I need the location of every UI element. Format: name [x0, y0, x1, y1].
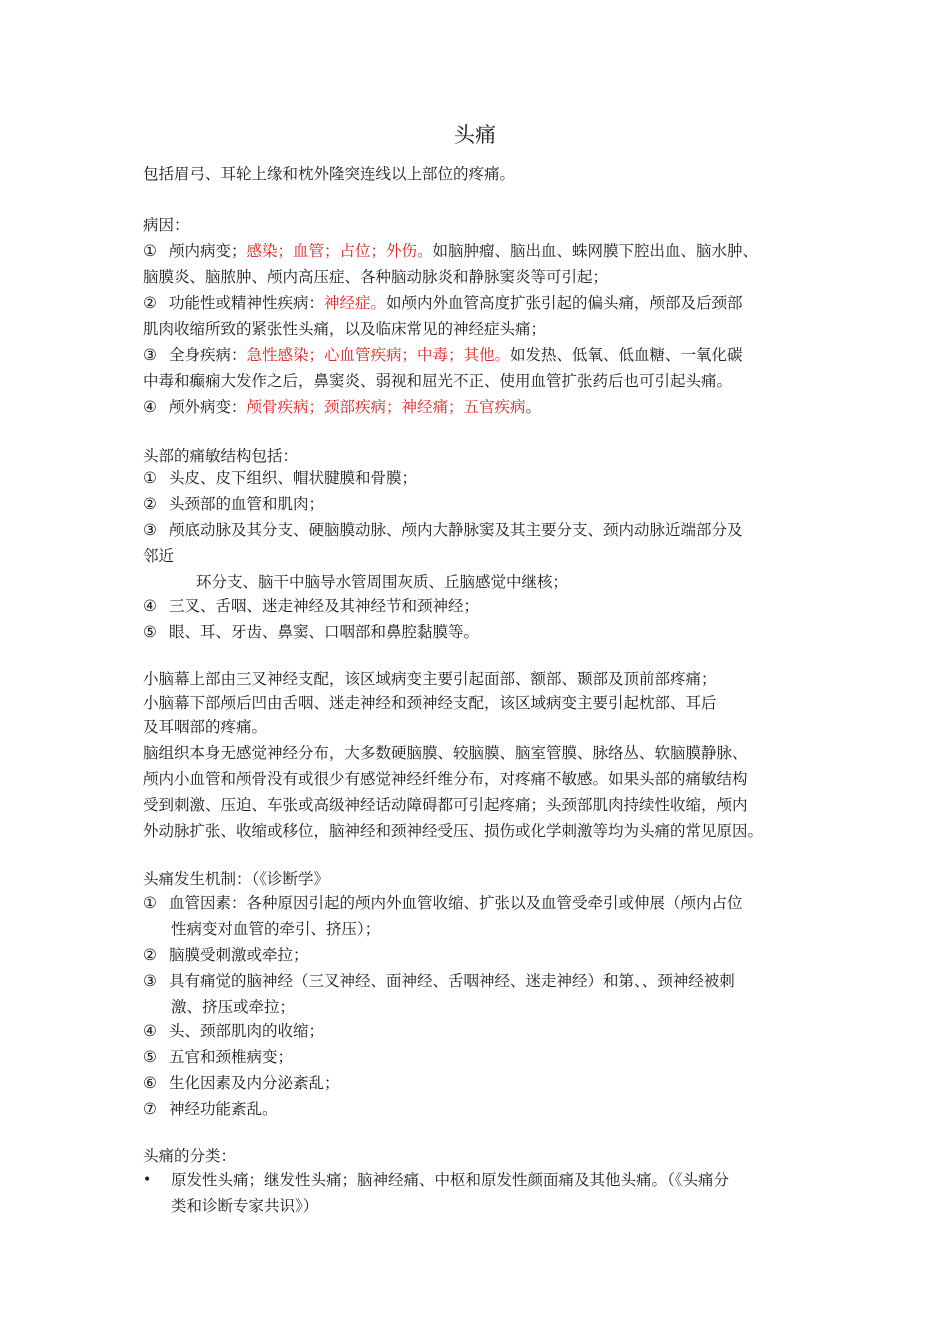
list-marker: ④ [143, 597, 157, 615]
cause-item-3-cont: 中毒和癫痫大发作之后，鼻窦炎、弱视和屈光不正、使用血管扩张药后也可引起头痛。 [143, 372, 733, 390]
mechanism-item-1-cont: 性病变对血管的牵引、挤压）； [171, 920, 381, 938]
item-text: 头颈部的血管和肌肉； [169, 495, 325, 513]
sensitive-item-1 [143, 465, 417, 491]
item-text: 血管因素：各种原因引起的颅内外血管收缩、扩张以及血管受牵引或伸展（颅内占位 [169, 894, 743, 912]
item-text: 生化因素及内分泌紊乱； [169, 1074, 340, 1092]
cause-label: 颅内病变； [169, 242, 247, 260]
list-marker: ① [143, 469, 157, 487]
mechanism-item-7 [143, 1096, 278, 1122]
cause-label: 全身疾病： [169, 346, 247, 364]
classification-item-1: 原发性头痛；继发性头痛；脑神经痛、中枢和原发性颜面痛及其他头痛。（《头痛分 [171, 1171, 730, 1189]
sensitive-item-3-cont2: 环分支、脑干中脑导水管周围灰质、丘脑感觉中继核； [196, 573, 569, 591]
list-marker: ④ [143, 1022, 157, 1040]
list-marker: ⑤ [143, 623, 157, 641]
list-marker: ③ [143, 521, 157, 539]
paragraph-line: 外动脉扩张、收缩或移位，脑神经和颈神经受压、损伤或化学刺激等均为头痛的常见原因。 [143, 822, 764, 840]
list-marker: ③ [143, 346, 157, 364]
cause-end: 。 [525, 398, 542, 416]
bullet-marker: • [143, 1172, 152, 1188]
paragraph-line: 及耳咽部的疼痛。 [143, 718, 268, 736]
mechanism-item-6 [143, 1070, 340, 1096]
cause-item-1-cont: 脑膜炎、脑脓肿、颅内高压症、各种脑动脉炎和静脉窦炎等可引起； [143, 268, 609, 286]
cause-item-2 [143, 290, 743, 316]
sensitive-item-3 [143, 517, 743, 543]
cause-highlight: 颅骨疾病；颈部疾病；神经痛；五官疾病 [246, 398, 526, 416]
list-marker: ④ [143, 398, 157, 416]
cause-detail: 如颅内外血管高度扩张引起的偏头痛，颅部及后颈部 [386, 294, 743, 312]
cause-item-1 [143, 238, 758, 264]
paragraph-line: 受到刺激、压迫、车张或高级神经话动障碍都可引起疼痛；头颈部肌肉持续性收缩，颅内 [143, 796, 748, 814]
cause-highlight: 感染；血管；占位；外伤。 [246, 242, 433, 260]
cause-item-2-cont: 肌肉收缩所致的紧张性头痛，以及临床常见的神经症头痛； [143, 320, 547, 338]
list-marker: ⑦ [143, 1100, 157, 1118]
item-text: 头皮、皮下组织、帽状腱膜和骨膜； [169, 469, 418, 487]
list-marker: ⑤ [143, 1048, 157, 1066]
sensitive-item-2 [143, 491, 324, 517]
paragraph-line: 脑组织本身无感觉神经分布，大多数硬脑膜、较脑膜、脑室管膜、脉络丛、软脑膜静脉、 [143, 744, 748, 762]
classification-item-1-cont: 类和诊断专家共识》） [171, 1197, 319, 1215]
sensitive-item-3-cont: 邻近 [143, 547, 175, 565]
intro-text: 包括眉弓、耳轮上缘和枕外隆突连线以上部位的疼痛。 [143, 165, 516, 183]
causes-heading: 病因： [143, 216, 190, 234]
mechanism-heading: 头痛发生机制：（《诊断学》 [143, 870, 330, 888]
classification-heading: 头痛的分类： [143, 1147, 237, 1165]
list-marker: ② [143, 946, 157, 964]
cause-detail: 如脑肿瘤、脑出血、蛛网膜下腔出血、脑水肿、 [432, 242, 759, 260]
list-marker: ① [143, 894, 157, 912]
cause-highlight: 神经症。 [324, 294, 387, 312]
mechanism-item-1 [143, 890, 743, 916]
list-marker: ③ [143, 972, 157, 990]
item-text: 头、颈部肌肉的收缩； [169, 1022, 325, 1040]
cause-highlight: 急性感染；心血管疾病；中毒；其他。 [246, 346, 511, 364]
list-marker: ② [143, 495, 157, 513]
sensitive-item-5 [143, 619, 479, 645]
cause-item-3 [143, 342, 743, 368]
cause-item-4 [143, 394, 541, 420]
mechanism-item-3 [143, 968, 735, 994]
cause-label: 功能性或精神性疾病： [169, 294, 325, 312]
cause-label: 颅外病变： [169, 398, 247, 416]
list-marker: ① [143, 242, 157, 260]
item-text: 神经功能紊乱。 [169, 1100, 278, 1118]
item-text: 五官和颈椎病变； [169, 1048, 294, 1066]
sensitive-heading: 头部的痛敏结构包括： [143, 447, 299, 465]
paragraph-line: 颅内小血管和颅骨没有或很少有感觉神经纤维分布，对疼痛不敏感。如果头部的痛敏结构 [143, 770, 748, 788]
item-text: 三叉、舌咽、迷走神经及其神经节和颈神经； [169, 597, 480, 615]
item-text: 脑膜受刺激或牵拉； [169, 946, 309, 964]
mechanism-item-4 [143, 1018, 324, 1044]
mechanism-item-3-cont: 激、挤压或牵拉； [171, 998, 296, 1016]
list-marker: ② [143, 294, 157, 312]
mechanism-item-2 [143, 942, 309, 968]
list-marker: ⑥ [143, 1074, 157, 1092]
sensitive-item-4 [143, 593, 479, 619]
paragraph-line: 小脑幕下部颅后凹由舌咽、迷走神经和颈神经支配，该区域病变主要引起枕部、耳后 [143, 694, 717, 712]
mechanism-item-5 [143, 1044, 293, 1070]
page-title: 头痛 [454, 123, 496, 147]
cause-detail: 如发热、低氧、低血糖、一氧化碳 [510, 346, 743, 364]
item-text: 具有痛觉的脑神经（三叉神经、面神经、舌咽神经、迷走神经）和第、、颈神经被刺 [169, 972, 735, 990]
item-text: 颅底动脉及其分支、硬脑膜动脉、颅内大静脉窦及其主要分支、颈内动脉近端部分及 [169, 521, 743, 539]
item-text: 眼、耳、牙齿、鼻窦、口咽部和鼻腔黏膜等。 [169, 623, 480, 641]
paragraph-line: 小脑幕上部由三叉神经支配，该区域病变主要引起面部、额部、颞部及顶前部疼痛； [143, 670, 717, 688]
